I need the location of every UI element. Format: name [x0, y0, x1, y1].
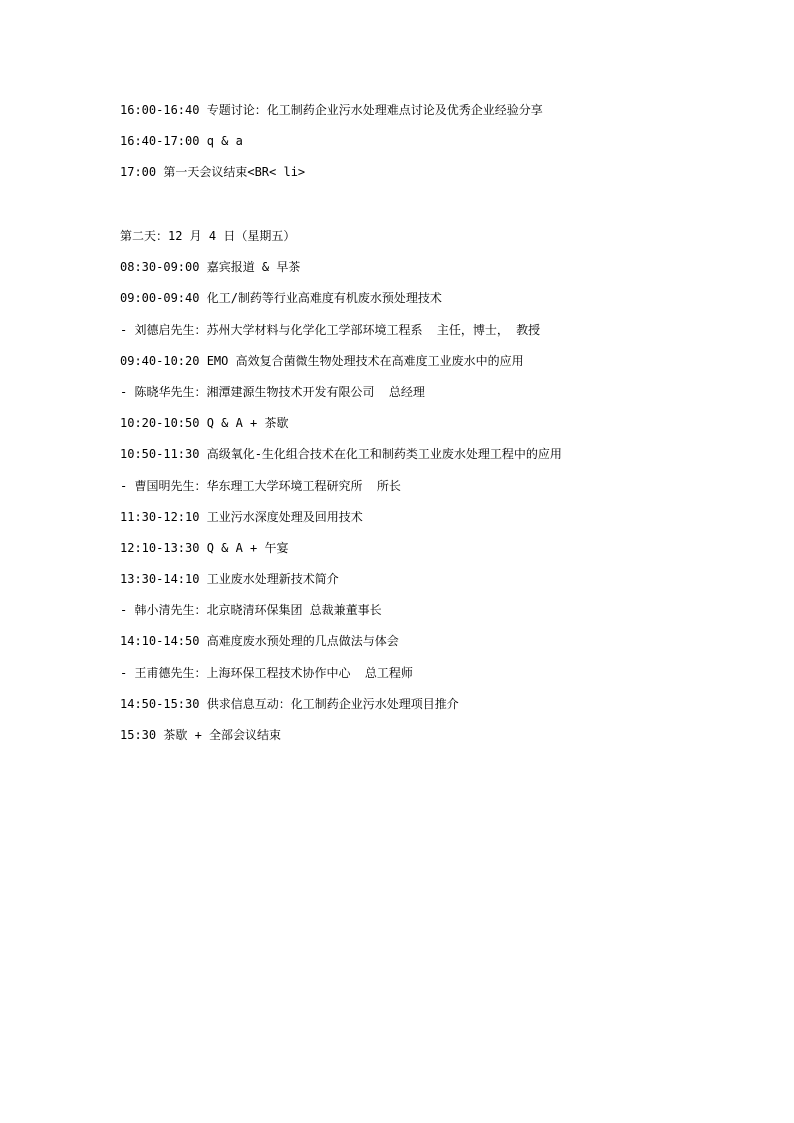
speaker-line: - 刘德启先生：苏州大学材料与化学化工学部环境工程系 主任，博士， 教授	[120, 322, 541, 337]
schedule-line: 13:30-14:10 工业废水处理新技术简介	[120, 572, 339, 587]
schedule-line: 10:20-10:50 Q & A + 茶歇	[120, 416, 289, 431]
day2-schedule	[120, 228, 740, 758]
schedule-line: 17:00 第一天会议结束<BR< li>	[120, 165, 306, 180]
day-heading: 第二天：12 月 4 日（星期五）	[120, 229, 296, 243]
schedule-line: 15:30 茶歇 + 全部会议结束	[120, 728, 282, 742]
speaker-line: - 陈晓华先生：湘潭建源生物技术开发有限公司 总经理	[120, 384, 425, 399]
schedule-line: 16:40-17:00 q & a	[120, 134, 243, 149]
speaker-line: - 韩小清先生：北京晓清环保集团 总裁兼董事长	[120, 603, 382, 618]
speaker-line: - 王甫德先生：上海环保工程技术协作中心 总工程师	[120, 665, 413, 680]
schedule-line: 14:50-15:30 供求信息互动：化工制药企业污水处理项目推介	[120, 696, 459, 711]
schedule-line: 09:40-10:20 EMO 高效复合菌微生物处理技术在高难度工业废水中的应用	[120, 353, 524, 368]
speaker-line: - 曹国明先生：华东理工大学环境工程研究所 所长	[120, 478, 401, 493]
day1-schedule	[120, 102, 740, 196]
schedule-line: 10:50-11:30 高级氧化-生化组合技术在化工和制药类工业废水处理工程中的应用	[120, 447, 562, 462]
schedule-line: 11:30-12:10 工业污水深度处理及回用技术	[120, 509, 363, 524]
schedule-line: 16:00-16:40 专题讨论：化工制药企业污水处理难点讨论及优秀企业经验分享	[120, 103, 543, 117]
schedule-line: 12:10-13:30 Q & A + 午宴	[120, 540, 289, 555]
schedule-line: 14:10-14:50 高难度废水预处理的几点做法与体会	[120, 634, 399, 649]
schedule-line: 09:00-09:40 化工/制药等行业高难度有机废水预处理技术	[120, 291, 442, 306]
schedule-line: 08:30-09:00 嘉宾报道 & 早茶	[120, 260, 301, 275]
